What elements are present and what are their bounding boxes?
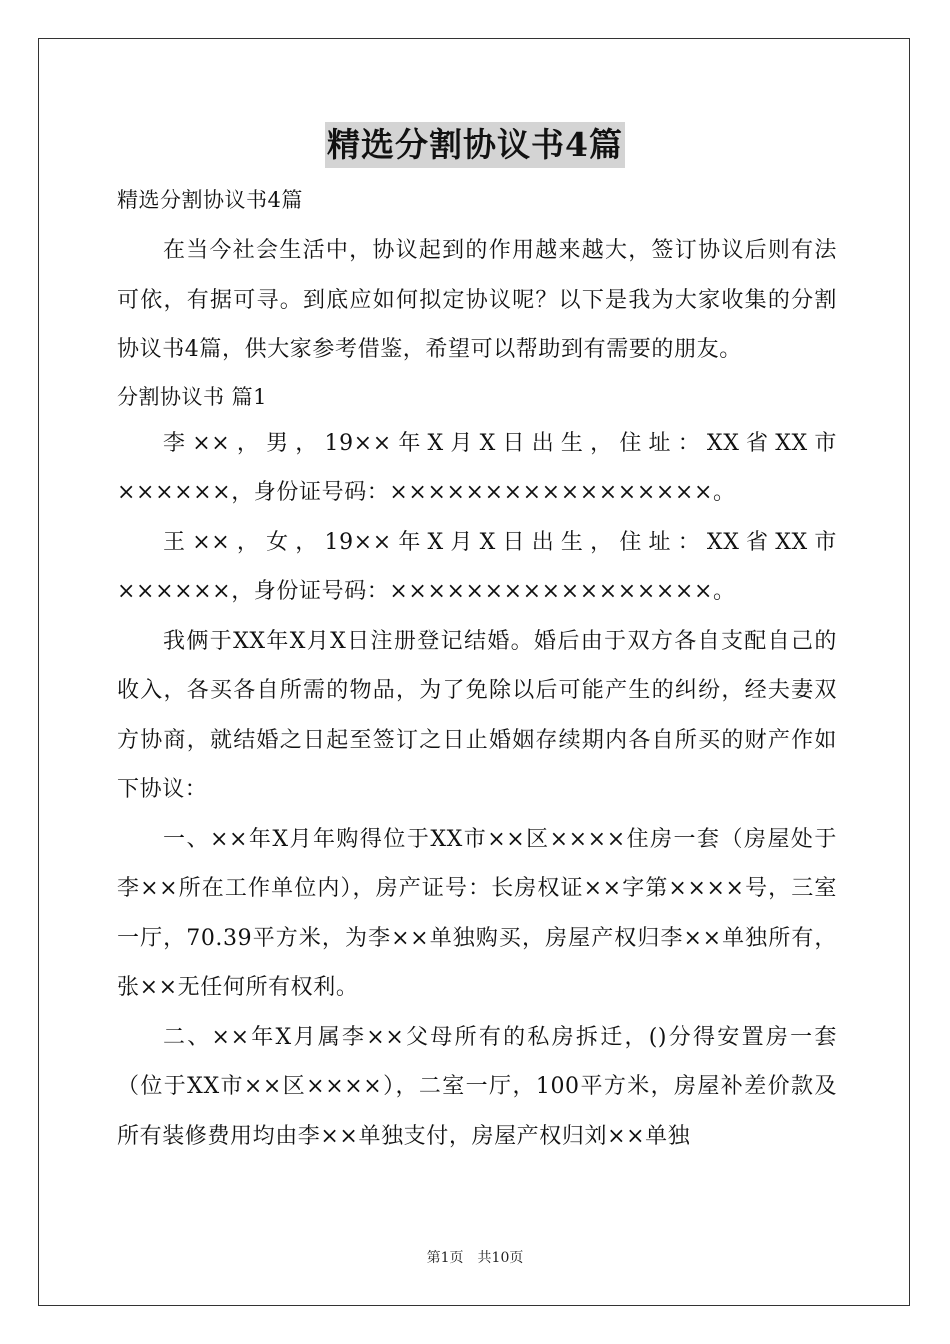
title-wrapper [0, 122, 950, 168]
section-heading: 分割协议书 篇1 [117, 384, 268, 409]
intro-paragraph: 在当今社会生活中，协议起到的作用越来越大，签订协议后则有法可依，有据可寻。到底应如何拟定协议呢？以下是我为大家收集的分割协议书4篇，供大家参考借鉴，希望可以帮助到有需要的朋友。 [117, 238, 837, 362]
background-paragraph: 我俩于XX年X月X日注册登记结婚。婚后由于双方各自支配自己的收入，各买各自所需的物品，为了免除以后可能产生的纠纷，经夫妻双方协商，就结婚之日起至签订之日止婚姻存续期内各自所买的财产作如下协议： [117, 628, 837, 802]
party-a-paragraph: 李××，男，19××年X月X日出生，住址：XX省XX市××××××，身份证号码：×××××××××××××××××。 [117, 430, 837, 505]
page-total: 共10页 [477, 1250, 524, 1266]
party-b-paragraph: 王××，女，19××年X月X日出生，住址：XX省XX市××××××，身份证号码：×××××××××××××××××。 [117, 529, 837, 604]
document-subtitle: 精选分割协议书4篇 [117, 188, 303, 212]
page-footer [0, 1248, 950, 1268]
clause-1-paragraph: 一、××年X月年购得位于XX市××区××××住房一套（房屋处于李××所在工作单位内），房产证号：长房权证××字第××××号，三室一厅，70.39平方米，为李××单独购买，房屋产权归李××单独所有，张××无任何所有权利。 [117, 826, 837, 1000]
document-title: 精选分割协议书4篇 [325, 122, 625, 168]
clause-2-paragraph: 二、××年X月属李××父母所有的私房拆迁，()分得安置房一套（位于XX市××区××××），二室一厅，100平方米，房屋补差价款及所有装修费用均由李××单独支付，房屋产权归刘××单独 [117, 1024, 837, 1149]
page-number: 第1页 [426, 1250, 464, 1266]
document-body [117, 178, 837, 1161]
